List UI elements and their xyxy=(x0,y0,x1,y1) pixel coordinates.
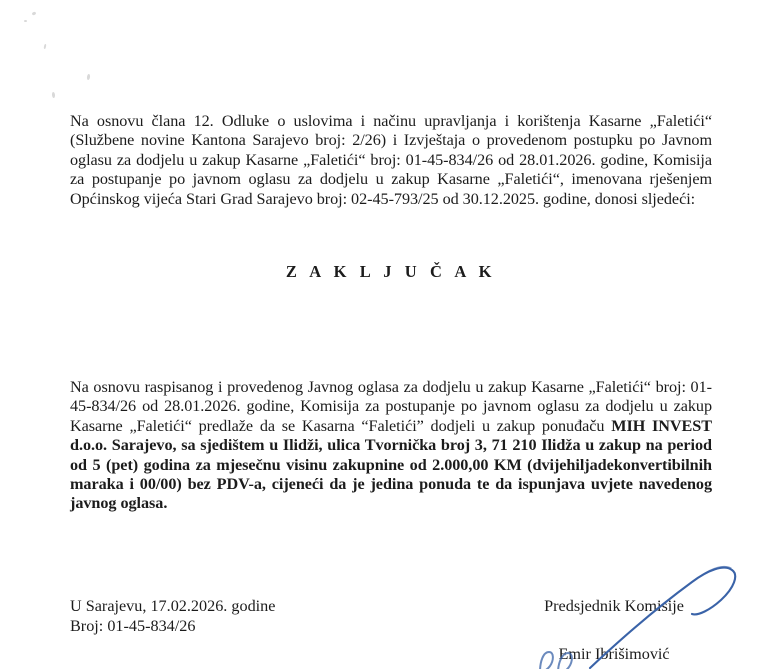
decision-paragraph xyxy=(70,378,712,514)
scan-speck xyxy=(24,20,27,22)
intro-paragraph: Na osnovu člana 12. Odluke o uslovima i načinu upravljanja i korištenja Kasarne „Faletići“ (Službene novine Kantona Sarajevo broj: 2/26) i Izvještaja o provedenom postupku po Javnom oglasu za dodjelu u zakup Kasarne „Faletići“ broj: 01-45-834/26 od 28.01.2026. godine, Komisija za postupanje po javnom oglasu za dodjelu u zakup Kasarne „Faletići“, imenovana rješenjem Općinskog vijeća Stari Grad Sarajevo broj: 02-45-793/25 od 30.12.2025. godine, donosi sljedeći: xyxy=(70,112,712,208)
signature-block xyxy=(544,596,746,664)
decision-paragraph-lead: Na osnovu raspisanog i provedenog Javnog oglasa za dodjelu u zakup Kasarne „Faletići“ broj: 01-45-834/26 od 28.01.2026. godine, Komisija za postupanje po javnom oglasu za dodjelu u zakup Kasarne „Faletići“ predlaže da se Kasarna “Faletići” dodjeli u zakup ponuđaču xyxy=(70,378,712,435)
signer-name: Emir Ibrišimović xyxy=(558,645,670,663)
scan-speck xyxy=(32,11,37,15)
footer-place-block xyxy=(70,596,275,636)
scan-speck xyxy=(87,74,91,80)
place-and-date: U Sarajevu, 17.02.2026. godine xyxy=(70,597,276,615)
decision-paragraph-terms: MIH INVEST d.o.o. Sarajevo, sa sjedištem u Ilidži, ulica Tvornička broj 3, 71 210 Ilidža u zakup na period od 5 (pet) godina za mjesečnu visinu zakupnine od 2.000,00 KM (dvijehiljadekonvertibilnih maraka i 00/00) bez PDV-a, cijeneći da je jedina ponuda te da ispunjava uvjete navedenog javnog oglasa. xyxy=(70,416,713,513)
scan-speck xyxy=(52,92,56,98)
signer-role: Predsjednik Komisije xyxy=(544,597,684,615)
scan-speck xyxy=(44,44,47,49)
reference-number: Broj: 01-45-834/26 xyxy=(70,617,196,635)
page-title: Z A K L J U Č A K xyxy=(285,262,497,281)
footer xyxy=(70,596,746,664)
